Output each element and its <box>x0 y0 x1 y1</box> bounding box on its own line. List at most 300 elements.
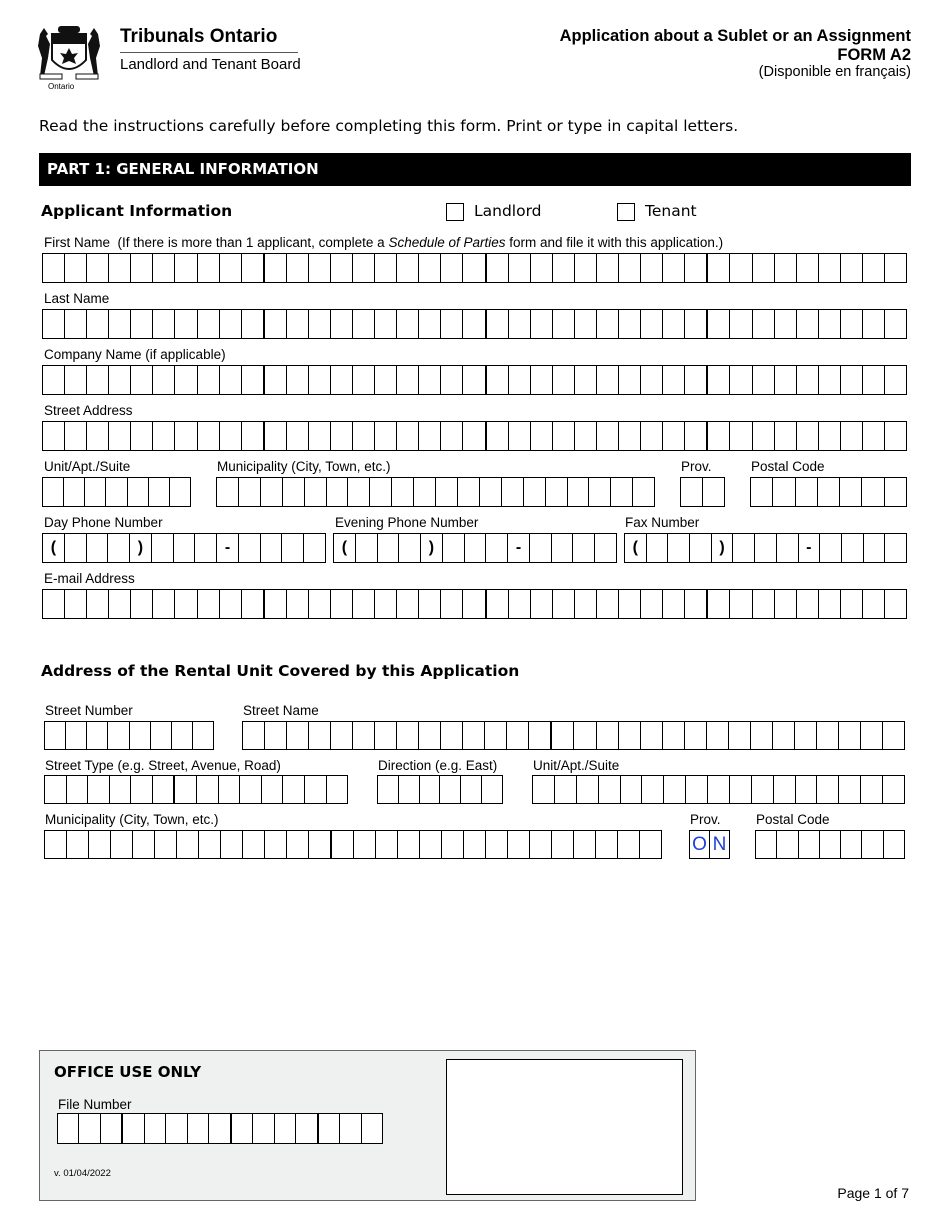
char-cell <box>619 254 641 282</box>
applicant-unit-label: Unit/Apt./Suite <box>44 459 131 474</box>
schedule-of-parties-text: Schedule of Parties <box>388 235 506 250</box>
char-cell <box>819 254 841 282</box>
form-version: v. 01/04/2022 <box>54 1168 111 1179</box>
direction-field[interactable] <box>377 775 503 804</box>
char-cell <box>863 254 885 282</box>
landlord-checkbox[interactable] <box>446 203 464 221</box>
char-cell <box>839 722 861 749</box>
office-use-panel <box>39 1050 696 1201</box>
char-cell <box>305 478 327 506</box>
char-cell <box>507 722 529 749</box>
char-cell <box>242 590 265 618</box>
char-cell <box>577 776 599 803</box>
char-cell <box>796 478 818 506</box>
fax-field[interactable] <box>624 533 907 563</box>
char-cell <box>524 478 546 506</box>
tenant-checkbox-label: Tenant <box>645 202 697 220</box>
char-cell <box>172 722 193 749</box>
char-cell <box>66 722 87 749</box>
char-cell <box>546 478 568 506</box>
char-cell <box>599 776 621 803</box>
char-cell <box>353 366 375 394</box>
char-cell <box>839 776 861 803</box>
char-cell <box>43 254 65 282</box>
char-cell <box>819 422 841 450</box>
char-cell <box>397 590 419 618</box>
form-header <box>560 26 911 81</box>
char-cell <box>240 776 262 803</box>
instructions-text: Read the instructions carefully before completing this form. Print or type in capital letters. <box>39 117 739 135</box>
rental-unit-label: Unit/Apt./Suite <box>533 758 620 773</box>
char-cell <box>597 254 619 282</box>
char-cell <box>573 534 595 562</box>
char-cell <box>509 254 531 282</box>
char-cell <box>647 534 669 562</box>
char-cell <box>175 776 197 803</box>
char-cell <box>730 254 752 282</box>
char-cell <box>641 422 663 450</box>
char-cell <box>597 422 619 450</box>
char-cell <box>253 1114 274 1143</box>
page-number: Page 1 of 7 <box>837 1185 909 1201</box>
char-cell <box>419 366 441 394</box>
char-cell <box>441 254 463 282</box>
char-cell <box>463 254 486 282</box>
char-cell <box>220 254 242 282</box>
char-cell <box>111 831 133 858</box>
crest-caption: Ontario <box>48 82 75 91</box>
char-cell <box>419 254 441 282</box>
char-cell <box>641 254 663 282</box>
char-cell <box>753 310 775 338</box>
char-cell <box>153 254 175 282</box>
char-cell <box>175 310 197 338</box>
char-cell <box>730 366 752 394</box>
org-divider <box>120 52 298 53</box>
fax-label: Fax Number <box>625 515 700 530</box>
char-cell <box>642 776 664 803</box>
char-cell <box>885 534 907 562</box>
char-cell <box>575 590 597 618</box>
char-cell <box>552 831 574 858</box>
char-cell <box>85 478 106 506</box>
char-cell <box>862 478 884 506</box>
char-cell <box>397 722 419 749</box>
char-cell <box>596 831 618 858</box>
first-name-label <box>44 235 723 250</box>
char-cell <box>67 831 89 858</box>
char-cell <box>775 590 797 618</box>
phone-dash: - <box>508 534 530 562</box>
email-field[interactable] <box>42 589 907 619</box>
char-cell <box>175 422 197 450</box>
char-cell <box>378 534 400 562</box>
char-cell <box>755 534 777 562</box>
char-cell <box>729 722 751 749</box>
first-name-note-b: form and file it with this application.) <box>505 235 724 250</box>
char-cell <box>441 590 463 618</box>
char-cell <box>589 478 611 506</box>
char-cell <box>239 534 261 562</box>
char-cell <box>841 422 863 450</box>
char-cell <box>531 254 553 282</box>
char-cell <box>353 310 375 338</box>
char-cell <box>458 478 480 506</box>
char-cell <box>332 831 354 858</box>
char-cell <box>708 590 730 618</box>
char-cell <box>166 1114 187 1143</box>
area-code-open-paren: ( <box>625 534 647 562</box>
char-cell <box>575 254 597 282</box>
char-cell <box>574 831 596 858</box>
char-cell <box>885 590 907 618</box>
char-cell <box>283 776 305 803</box>
evening-phone-field[interactable] <box>333 533 617 563</box>
rental-unit-field[interactable] <box>532 775 905 804</box>
char-cell <box>819 366 841 394</box>
char-cell <box>340 1114 361 1143</box>
char-cell <box>131 310 153 338</box>
char-cell <box>239 478 261 506</box>
char-cell <box>707 722 729 749</box>
char-cell <box>265 254 287 282</box>
char-cell <box>618 831 640 858</box>
char-cell <box>220 422 242 450</box>
char-cell <box>817 722 839 749</box>
char-cell <box>242 422 265 450</box>
char-cell <box>621 776 643 803</box>
char-cell <box>305 776 327 803</box>
evening-phone-label: Evening Phone Number <box>335 515 479 530</box>
char-cell <box>509 590 531 618</box>
char-cell <box>65 534 87 562</box>
char-cell <box>820 831 841 858</box>
char-cell <box>331 310 353 338</box>
char-cell <box>199 831 221 858</box>
char-cell <box>153 590 175 618</box>
char-cell <box>668 534 690 562</box>
company-name-field[interactable] <box>42 365 907 395</box>
char-cell <box>287 722 309 749</box>
char-cell <box>775 422 797 450</box>
char-cell <box>530 831 552 858</box>
prov-letter-cell: N <box>710 831 730 858</box>
char-cell <box>685 310 708 338</box>
char-cell <box>730 590 752 618</box>
file-number-field[interactable] <box>57 1113 383 1144</box>
char-cell <box>840 478 862 506</box>
char-cell <box>797 590 819 618</box>
rental-unit-heading: Address of the Rental Unit Covered by this Application <box>41 662 520 680</box>
char-cell <box>149 478 170 506</box>
char-cell <box>131 366 153 394</box>
char-cell <box>87 722 108 749</box>
char-cell <box>87 366 109 394</box>
char-cell <box>611 478 633 506</box>
day-phone-label: Day Phone Number <box>44 515 163 530</box>
char-cell <box>65 366 87 394</box>
char-cell <box>797 422 819 450</box>
char-cell <box>436 478 458 506</box>
street-address-label: Street Address <box>44 403 133 418</box>
rental-prov-label: Prov. <box>690 812 721 827</box>
char-cell <box>819 310 841 338</box>
char-cell <box>442 831 464 858</box>
last-name-field[interactable] <box>42 309 907 339</box>
direction-label: Direction (e.g. East) <box>378 758 498 773</box>
phone-dash: - <box>217 534 239 562</box>
rental-postal-field[interactable] <box>755 830 905 859</box>
char-cell <box>797 310 819 338</box>
char-cell <box>531 310 553 338</box>
char-cell <box>130 722 151 749</box>
street-name-label: Street Name <box>243 703 319 718</box>
char-cell <box>753 254 775 282</box>
company-name-label: Company Name (if applicable) <box>44 347 226 362</box>
char-cell <box>89 831 111 858</box>
char-cell <box>375 722 397 749</box>
char-cell <box>397 366 419 394</box>
first-name-field[interactable] <box>42 253 907 283</box>
char-cell <box>397 422 419 450</box>
char-cell <box>131 590 153 618</box>
street-number-field[interactable] <box>44 721 214 750</box>
char-cell <box>508 831 530 858</box>
char-cell <box>486 831 508 858</box>
char-cell <box>243 722 265 749</box>
char-cell <box>819 590 841 618</box>
char-cell <box>708 310 730 338</box>
tenant-checkbox[interactable] <box>617 203 635 221</box>
char-cell <box>327 776 349 803</box>
char-cell <box>690 534 712 562</box>
char-cell <box>275 1114 296 1143</box>
char-cell <box>109 590 131 618</box>
char-cell <box>863 422 885 450</box>
char-cell <box>817 776 839 803</box>
char-cell <box>296 1114 318 1143</box>
french-availability-note: (Disponible en français) <box>758 64 911 80</box>
char-cell <box>502 478 524 506</box>
char-cell <box>414 478 436 506</box>
char-cell <box>641 310 663 338</box>
char-cell <box>463 422 486 450</box>
applicant-municipality-field[interactable] <box>216 477 655 507</box>
char-cell <box>43 590 65 618</box>
char-cell <box>133 831 155 858</box>
char-cell <box>509 310 531 338</box>
char-cell <box>198 254 220 282</box>
char-cell <box>108 534 130 562</box>
char-cell <box>797 254 819 282</box>
prov-letter-cell: O <box>690 831 710 858</box>
char-cell <box>243 831 265 858</box>
char-cell <box>633 478 655 506</box>
char-cell <box>309 310 331 338</box>
char-cell <box>145 1114 166 1143</box>
char-cell <box>353 722 375 749</box>
applicant-postal-field[interactable] <box>750 477 907 507</box>
char-cell <box>885 310 907 338</box>
char-cell <box>708 254 730 282</box>
char-cell <box>265 831 287 858</box>
char-cell <box>261 534 283 562</box>
char-cell <box>775 310 797 338</box>
area-code-close-paren: ) <box>712 534 734 562</box>
char-cell <box>485 722 507 749</box>
tribunals-ontario-logo <box>34 22 314 96</box>
part1-heading: PART 1: GENERAL INFORMATION <box>39 153 911 186</box>
char-cell <box>153 310 175 338</box>
rental-prov-field[interactable] <box>689 830 730 859</box>
char-cell <box>752 776 774 803</box>
char-cell <box>774 776 796 803</box>
char-cell <box>463 366 486 394</box>
char-cell <box>733 534 755 562</box>
char-cell <box>708 422 730 450</box>
char-cell <box>509 366 531 394</box>
char-cell <box>885 422 907 450</box>
char-cell <box>309 590 331 618</box>
applicant-prov-field[interactable] <box>680 477 725 507</box>
char-cell <box>486 534 508 562</box>
char-cell <box>861 776 883 803</box>
char-cell <box>595 534 617 562</box>
char-cell <box>685 590 708 618</box>
char-cell <box>751 722 773 749</box>
char-cell <box>730 422 752 450</box>
street-number-label: Street Number <box>45 703 133 718</box>
char-cell <box>331 422 353 450</box>
first-name-label-text: First Name <box>44 235 111 250</box>
char-cell <box>663 422 685 450</box>
char-cell <box>64 478 85 506</box>
char-cell <box>88 776 110 803</box>
char-cell <box>553 254 575 282</box>
char-cell <box>87 310 109 338</box>
char-cell <box>419 422 441 450</box>
char-cell <box>730 310 752 338</box>
char-cell <box>509 422 531 450</box>
char-cell <box>287 831 309 858</box>
char-cell <box>309 366 331 394</box>
char-cell <box>463 590 486 618</box>
char-cell <box>331 366 353 394</box>
street-address-field[interactable] <box>42 421 907 451</box>
char-cell <box>287 590 309 618</box>
char-cell <box>399 776 420 803</box>
char-cell <box>775 254 797 282</box>
char-cell <box>883 722 905 749</box>
day-phone-field[interactable] <box>42 533 326 563</box>
char-cell <box>553 590 575 618</box>
char-cell <box>619 422 641 450</box>
char-cell <box>353 422 375 450</box>
char-cell <box>198 310 220 338</box>
char-cell <box>441 422 463 450</box>
char-cell <box>220 310 242 338</box>
char-cell <box>198 590 220 618</box>
char-cell <box>354 831 376 858</box>
street-name-field[interactable] <box>242 721 905 750</box>
applicant-unit-field[interactable] <box>42 477 191 507</box>
char-cell <box>663 310 685 338</box>
char-cell <box>420 831 442 858</box>
char-cell <box>773 478 795 506</box>
area-code-open-paren: ( <box>43 534 65 562</box>
char-cell <box>487 310 509 338</box>
char-cell <box>58 1114 79 1143</box>
char-cell <box>685 722 707 749</box>
char-cell <box>708 366 730 394</box>
char-cell <box>552 722 574 749</box>
char-cell <box>553 366 575 394</box>
first-name-note-a: (If there is more than 1 applicant, complete a <box>117 235 389 250</box>
char-cell <box>362 1114 383 1143</box>
char-cell <box>399 534 421 562</box>
char-cell <box>287 254 309 282</box>
char-cell <box>465 534 487 562</box>
rental-municipality-field[interactable] <box>44 830 662 859</box>
file-number-label: File Number <box>58 1097 132 1112</box>
char-cell <box>487 366 509 394</box>
char-cell <box>685 254 708 282</box>
char-cell <box>131 254 153 282</box>
char-cell <box>209 1114 231 1143</box>
char-cell <box>287 310 309 338</box>
char-cell <box>708 776 730 803</box>
first-name-note <box>114 235 723 250</box>
char-cell <box>885 254 907 282</box>
char-cell <box>370 478 392 506</box>
char-cell <box>174 534 196 562</box>
char-cell <box>153 422 175 450</box>
char-cell <box>331 722 353 749</box>
char-cell <box>841 831 862 858</box>
street-type-field[interactable] <box>44 775 348 804</box>
char-cell <box>109 254 131 282</box>
char-cell <box>193 722 214 749</box>
applicant-municipality-label: Municipality (City, Town, etc.) <box>217 459 391 474</box>
char-cell <box>265 722 287 749</box>
char-cell <box>775 366 797 394</box>
char-cell <box>43 478 64 506</box>
char-cell <box>751 478 773 506</box>
char-cell <box>375 590 397 618</box>
char-cell <box>220 366 242 394</box>
char-cell <box>375 254 397 282</box>
char-cell <box>529 722 552 749</box>
char-cell <box>575 310 597 338</box>
char-cell <box>531 590 553 618</box>
form-title: Application about a Sublet or an Assignment <box>559 27 911 45</box>
char-cell <box>309 422 331 450</box>
char-cell <box>219 776 241 803</box>
char-cell <box>87 590 109 618</box>
char-cell <box>43 366 65 394</box>
char-cell <box>153 776 176 803</box>
char-cell <box>575 366 597 394</box>
char-cell <box>152 534 174 562</box>
char-cell <box>110 776 132 803</box>
char-cell <box>398 831 420 858</box>
char-cell <box>242 254 265 282</box>
char-cell <box>885 366 907 394</box>
char-cell <box>841 310 863 338</box>
char-cell <box>641 722 663 749</box>
office-use-title: OFFICE USE ONLY <box>54 1063 202 1081</box>
char-cell <box>309 831 332 858</box>
